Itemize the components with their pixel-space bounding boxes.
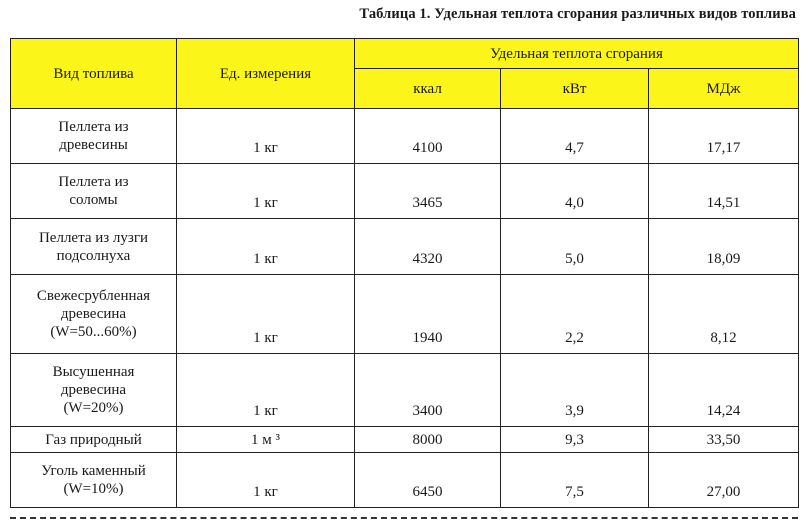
fuel-name-line: древесины: [59, 137, 128, 153]
fuel-unit: 1 кг: [177, 219, 355, 275]
value-mj: 14,24: [649, 354, 799, 427]
header-heat-group: Удельная теплота сгорания: [355, 39, 799, 69]
fuel-name: [11, 164, 177, 219]
value-kcal: 3400: [355, 354, 501, 427]
value-kw: 5,0: [501, 219, 649, 275]
table-caption: Таблица 1. Удельная теплота сгорания различных видов топлива: [359, 6, 796, 22]
header-kw: кВт: [501, 69, 649, 109]
value-mj: 8,12: [649, 275, 799, 354]
fuel-name-line: древесина: [60, 382, 127, 398]
value-kw: 2,2: [501, 275, 649, 354]
value-mj: 14,51: [649, 164, 799, 219]
value-kw: 7,5: [501, 453, 649, 508]
fuel-name: [11, 109, 177, 164]
fuel-name-line: древесина: [60, 306, 127, 322]
fuel-unit: 1 кг: [177, 354, 355, 427]
value-kcal: 1940: [355, 275, 501, 354]
fuel-name-line: Пеллета из: [58, 174, 129, 190]
table-row: [11, 427, 799, 453]
fuel-name-line: Высушенная: [52, 364, 135, 380]
table-row: [11, 453, 799, 508]
fuel-name: [11, 453, 177, 508]
header-mj: МДж: [649, 69, 799, 109]
fuel-name-line: Пеллета из: [58, 119, 129, 135]
table-row: [11, 354, 799, 427]
fuel-name-line: (W=10%): [63, 481, 124, 497]
header-fuel-type: Вид топлива: [11, 39, 177, 109]
table-row: [11, 219, 799, 275]
fuel-name: [11, 219, 177, 275]
value-mj: 18,09: [649, 219, 799, 275]
fuel-unit: 1 м ³: [177, 427, 355, 453]
fuel-name-line: Свежесрубленная: [36, 288, 151, 304]
value-mj: 33,50: [649, 427, 799, 453]
fuel-name-line: Уголь каменный: [41, 463, 146, 479]
value-kcal: 4100: [355, 109, 501, 164]
table-row: [11, 109, 799, 164]
fuel-name-line: Газ природный: [45, 431, 142, 448]
fuel-unit: 1 кг: [177, 164, 355, 219]
fuel-name-line: подсолнуха: [56, 247, 131, 264]
fuel-name: [11, 354, 177, 427]
value-mj: 17,17: [649, 109, 799, 164]
header-row-1: [11, 39, 799, 69]
table-row: [11, 164, 799, 219]
fuel-unit: 1 кг: [177, 453, 355, 508]
value-kcal: 3465: [355, 164, 501, 219]
fuel-name-line: (W=50...60%): [50, 324, 137, 340]
fuel-heat-table: [10, 38, 799, 508]
header-unit: Ед. измерения: [177, 39, 355, 109]
value-kcal: 4320: [355, 219, 501, 275]
value-kcal: 6450: [355, 453, 501, 508]
value-mj: 27,00: [649, 453, 799, 508]
fuel-name: [11, 275, 177, 354]
value-kw: 3,9: [501, 354, 649, 427]
value-kw: 4,0: [501, 164, 649, 219]
fuel-name: [11, 427, 177, 453]
table-row: [11, 275, 799, 354]
value-kcal: 8000: [355, 427, 501, 453]
fuel-name-line: соломы: [69, 192, 118, 208]
value-kw: 9,3: [501, 427, 649, 453]
fuel-unit: 1 кг: [177, 109, 355, 164]
value-kw: 4,7: [501, 109, 649, 164]
fuel-unit: 1 кг: [177, 275, 355, 354]
fuel-name-line: Пеллета из лузги: [38, 229, 149, 246]
fuel-name-line: (W=20%): [63, 400, 124, 416]
header-kcal: ккал: [355, 69, 501, 109]
table-bottom-divider: [10, 517, 798, 519]
